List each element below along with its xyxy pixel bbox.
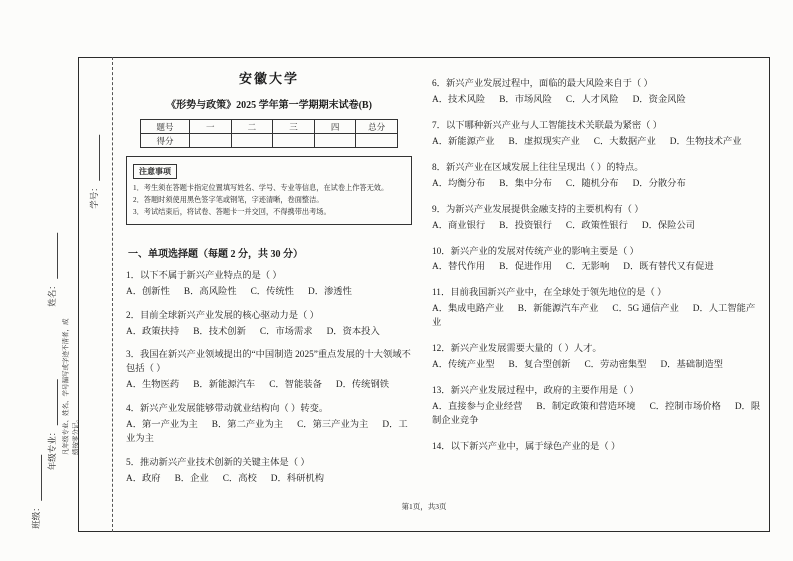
question-option: C．高校	[222, 474, 257, 485]
question-option: C．政策性银行	[565, 220, 628, 231]
question-options	[432, 220, 762, 234]
question-stem: 10．新兴产业的发展对传统产业的影响主要是（ ）	[432, 246, 639, 257]
margin-field-grade-major	[46, 380, 58, 471]
question-option: C．传统性	[250, 286, 294, 297]
margin-field-student-id	[88, 135, 100, 209]
notice-title: 注意事项	[133, 164, 177, 179]
question-options	[126, 379, 412, 393]
question-options	[432, 401, 762, 429]
class-label: 班级：	[31, 503, 41, 529]
question-option: C．人才风险	[565, 94, 619, 105]
question-option: B．虚拟现实产业	[508, 136, 580, 147]
question-option: C．第三产业为主	[297, 420, 369, 431]
question-option: A．政府	[126, 474, 161, 485]
student-id-label: 学号：	[89, 183, 99, 209]
question-option: D．分散分布	[632, 178, 686, 189]
question	[432, 287, 762, 331]
score-table-cell: 三	[273, 120, 315, 134]
score-table	[140, 119, 398, 148]
question-option: D．渗透性	[307, 286, 352, 297]
binding-dashed-line	[112, 57, 113, 532]
question-option: C．大数据产业	[593, 136, 656, 147]
question-options	[432, 94, 762, 108]
score-table-cell	[356, 134, 398, 148]
score-table-cell	[273, 134, 315, 148]
question-options	[126, 473, 412, 487]
question-stem: 5．推动新兴产业技术创新的关键主体是（ ）	[126, 458, 310, 469]
question-option: C．市场需求	[259, 326, 313, 337]
university-name: 安徽大学	[238, 71, 299, 86]
question	[432, 385, 762, 429]
question-stem: 7．以下哪种新兴产业与人工智能技术关联最为紧密（ ）	[432, 120, 663, 131]
question-option: A．新能源产业	[432, 136, 495, 147]
score-table-cell: 四	[314, 120, 356, 134]
question-option: A．均衡分布	[432, 178, 486, 189]
right-column	[432, 78, 762, 467]
question	[126, 270, 412, 300]
score-table-cell: 二	[231, 120, 273, 134]
question-option: D．基础制造型	[660, 360, 723, 371]
question	[432, 78, 762, 108]
margin-field-class	[30, 455, 42, 529]
question-options	[126, 326, 412, 340]
notice-item: 2．答题时须使用黑色签字笔或钢笔，字迹清晰，卷面整洁。	[133, 196, 324, 205]
question-option: B．复合型创新	[508, 360, 571, 371]
question-option: C．智能装备	[269, 380, 322, 391]
question	[432, 441, 762, 455]
left-column	[126, 68, 412, 497]
question	[432, 343, 762, 373]
question-option: C．5G 通信产业	[612, 304, 679, 315]
question-option: B．制定政策和营造环境	[536, 402, 636, 412]
question-option: B．新能源汽车	[193, 380, 256, 391]
question	[126, 310, 412, 340]
score-table-cell: 总分	[356, 120, 398, 134]
question	[126, 349, 412, 393]
question-stem: 13．新兴产业发展过程中，政府的主要作用是（ ）	[432, 386, 639, 397]
question-option: D．工业为主	[126, 420, 408, 445]
question-stem: 11．目前我国新兴产业中，在全球处于领先地位的是（ ）	[432, 288, 667, 299]
question-stem: 4．新兴产业发展能够带动就业结构向（ ）转变。	[126, 404, 329, 415]
question-option: C．控制市场价格	[649, 402, 721, 412]
question	[432, 204, 762, 234]
question	[126, 457, 412, 487]
question-option: D．科研机构	[270, 474, 324, 485]
class-blank	[34, 455, 42, 501]
question-option: B．新能源汽车产业	[517, 304, 599, 315]
score-table-cell	[190, 134, 232, 148]
question-option: B．促进作用	[499, 262, 552, 273]
question-option: A．商业银行	[432, 220, 486, 231]
question-option: B．高风险性	[183, 286, 237, 297]
question-option: A．传统产业型	[432, 360, 495, 371]
questions-right	[432, 78, 762, 455]
question-option: A．集成电路产业	[432, 304, 504, 315]
question-option: A．生物医药	[126, 380, 180, 391]
question-option: D．资金风险	[632, 94, 686, 105]
question-stem: 1．以下不属于新兴产业特点的是（ ）	[126, 270, 282, 281]
name-label: 姓名：	[47, 281, 57, 307]
question-stem: 6．新兴产业发展过程中，面临的最大风险来自于（ ）	[432, 79, 653, 89]
score-table-cell	[231, 134, 273, 148]
page-footer: 第1页，共3页	[401, 502, 447, 511]
grade-major-blank	[50, 380, 58, 426]
margin-field-name	[46, 233, 58, 307]
question-option: B．技术创新	[193, 326, 246, 337]
question-stem: 14．以下新兴产业中，属于绿色产业的是（ ）	[432, 441, 621, 452]
question-option: D．既有替代又有促进	[623, 262, 714, 273]
score-table-cell	[314, 134, 356, 148]
margin-warning-text: 凡年级专业、姓名、学号漏写或字迹不清者，成绩按零分记。	[62, 318, 79, 455]
question-option: A．创新性	[126, 286, 170, 297]
question-stem: 9．为新兴产业发展提供金融支持的主要机构有（ ）	[432, 204, 644, 215]
question-option: A．技术风险	[432, 94, 486, 105]
question-options	[126, 419, 412, 447]
question-options	[432, 136, 762, 150]
name-blank	[50, 233, 58, 279]
question-option: B．第二产业为主	[211, 420, 284, 431]
question-option: C．随机分布	[565, 178, 619, 189]
exam-title: 《形势与政策》2025 学年第一学期期末试卷(B)	[166, 100, 372, 111]
score-table-cell: 得分	[141, 134, 190, 148]
question-option: C．无影响	[565, 262, 610, 273]
notice-item: 1．考生须在答题卡指定位置填写姓名、学号、专业等信息，在试卷上作答无效。	[133, 184, 389, 192]
question-option: B．市场风险	[499, 94, 552, 105]
question-stem: 2．目前全球新兴产业发展的核心驱动力是（ ）	[126, 310, 319, 321]
notice-box	[126, 156, 412, 225]
question-option: B．企业	[174, 474, 209, 485]
question-options	[432, 359, 762, 373]
question-option: D．资本投入	[326, 326, 380, 337]
question-option: D．生物技术产业	[669, 136, 742, 147]
question-options	[432, 261, 762, 275]
question-option: A．替代作用	[432, 262, 486, 273]
question-option: D．人工智能产业	[432, 304, 756, 329]
question-option: C．劳动密集型	[584, 360, 647, 371]
student-id-blank	[92, 135, 100, 181]
question-options	[432, 303, 762, 331]
question-option: D．限制企业竞争	[432, 402, 761, 426]
question-option: A．政策扶持	[126, 326, 180, 337]
question	[432, 120, 762, 150]
question-option: A．直接参与企业经营	[432, 402, 523, 412]
question-option: B．集中分布	[499, 178, 552, 189]
score-table-cell: 一	[190, 120, 232, 134]
notice-items	[133, 182, 405, 219]
question-option: A．第一产业为主	[126, 420, 198, 431]
question-option: B．投资银行	[499, 220, 552, 231]
notice-item: 3．考试结束后，将试卷、答题卡一并交回，不得携带出考场。	[133, 208, 331, 217]
question	[432, 246, 762, 276]
question-options	[126, 286, 412, 300]
question-option: D．传统钢铁	[335, 380, 390, 391]
grade-major-label: 年级专业：	[47, 427, 57, 471]
question	[432, 162, 762, 192]
question-stem: 8．新兴产业在区域发展上往往呈现出（ ）的特点。	[432, 162, 644, 173]
question-stem: 3．我国在新兴产业领域提出的“中国制造 2025”重点发展的十大领域不包括（ ）	[126, 350, 411, 375]
question-stem: 12．新兴产业发展需要大量的（ ）人才。	[432, 344, 602, 355]
questions-left	[126, 270, 412, 487]
question	[126, 403, 412, 447]
question-option: D．保险公司	[641, 220, 696, 231]
section-title: 一、单项选择题（每题 2 分，共 30 分）	[128, 248, 303, 260]
score-table-cell: 题号	[141, 120, 190, 134]
question-options	[432, 178, 762, 192]
